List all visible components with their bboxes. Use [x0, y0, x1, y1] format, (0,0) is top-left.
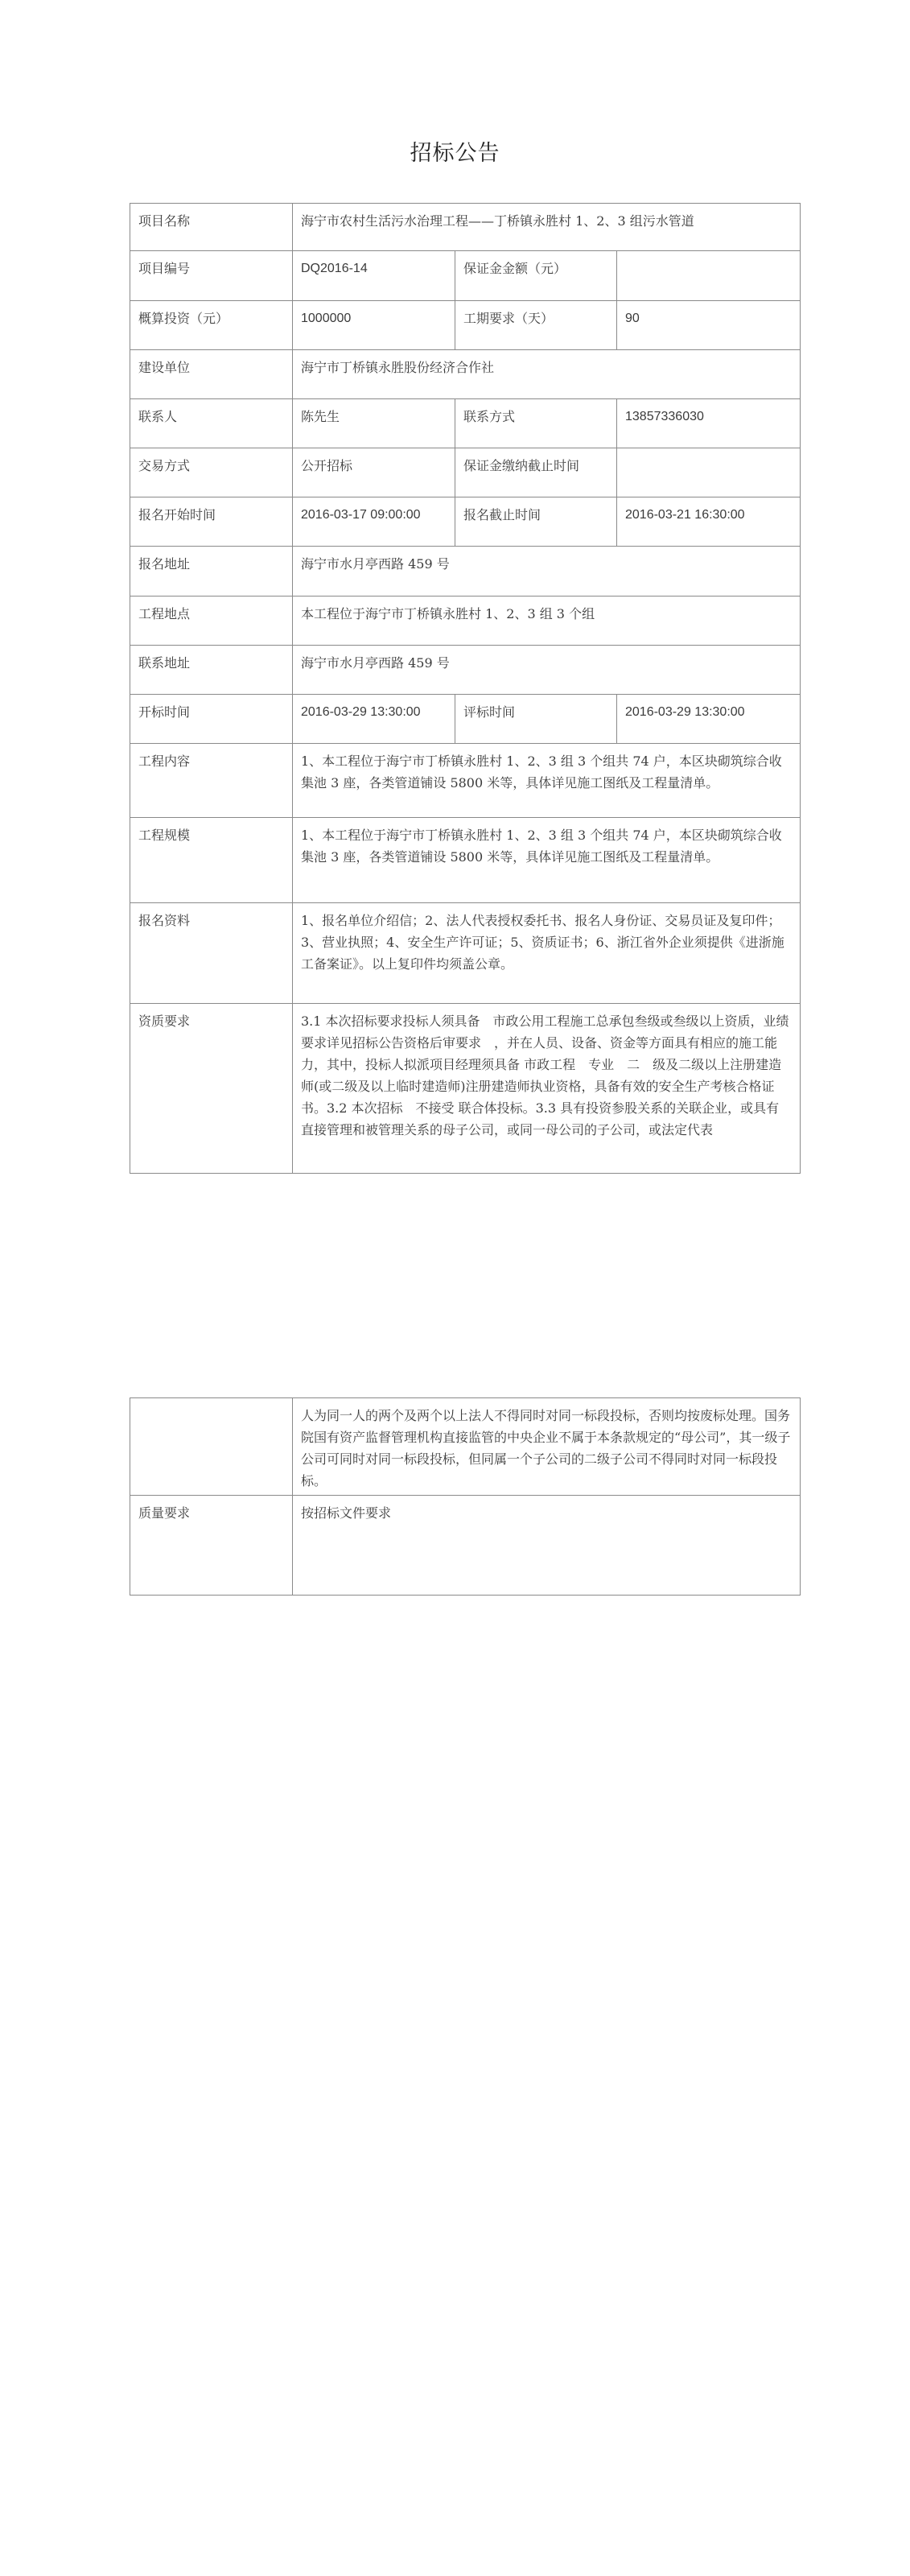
- registration-start-label: 报名开始时间: [130, 497, 293, 547]
- qualification-value: 3.1 本次招标要求投标人须具备 市政公用工程施工总承包叁级或叁级以上资质，业绩要求详见招标公告资格后审要求 ，并在人员、设备、资金等方面具有相应的施工能力，其中，投标人拟派项目经理须具备 市政工程 专业 二 级及二级以上注册建造师(或二级及以上临时建造师)注册建造师执业资格，具备有效的安全生产考核合格证书。3.2 本次招标 不接受 联合体投标。3.3 具有投资参股关系的关联企业，或具有直接管理和被管理关系的母子公司，或同一母公司的子公司，或法定代表: [293, 1004, 801, 1174]
- contact-person-value: 陈先生: [293, 399, 455, 448]
- project-site-value: 本工程位于海宁市丁桥镇永胜村 1、2、3 组 3 个组: [293, 597, 801, 646]
- qualification-continued-value: 人为同一人的两个及两个以上法人不得同时对同一标段投标，否则均按废标处理。国务院国有资产监督管理机构直接监管的中央企业不属于本条款规定的“母公司”，其一级子公司可同时对同一标段投标，但同属一个子公司的二级子公司不得同时对同一标段投标。: [293, 1398, 801, 1496]
- table-row: [130, 1398, 801, 1496]
- table-row: [130, 597, 801, 646]
- table-row: [130, 646, 801, 695]
- tender-info-table: [130, 203, 801, 1174]
- table-row: [130, 744, 801, 818]
- trade-method-label: 交易方式: [130, 448, 293, 497]
- duration-label: 工期要求（天）: [455, 301, 617, 350]
- table-row: [130, 204, 801, 251]
- table-row: [130, 251, 801, 301]
- registration-materials-label: 报名资料: [130, 903, 293, 1004]
- budget-value: 1000000: [293, 301, 455, 350]
- project-name-label: 项目名称: [130, 204, 293, 251]
- registration-materials-value: 1、报名单位介绍信；2、法人代表授权委托书、报名人身份证、交易员证及复印件；3、营业执照；4、安全生产许可证；5、资质证书；6、浙江省外企业须提供《进浙施工备案证》。以上复印件均须盖公章。: [293, 903, 801, 1004]
- project-scale-label: 工程规模: [130, 818, 293, 903]
- table-row: [130, 399, 801, 448]
- qualification-label: 资质要求: [130, 1004, 293, 1174]
- duration-value: 90: [617, 301, 801, 350]
- registration-end-value: 2016-03-21 16:30:00: [617, 497, 801, 547]
- bid-opening-label: 开标时间: [130, 695, 293, 744]
- bid-evaluation-label: 评标时间: [455, 695, 617, 744]
- deposit-deadline-label: 保证金缴纳截止时间: [455, 448, 617, 497]
- contact-address-label: 联系地址: [130, 646, 293, 695]
- contact-address-value: 海宁市水月亭西路 459 号: [293, 646, 801, 695]
- bid-evaluation-value: 2016-03-29 13:30:00: [617, 695, 801, 744]
- project-no-label: 项目编号: [130, 251, 293, 301]
- contact-person-label: 联系人: [130, 399, 293, 448]
- deposit-deadline-value: [617, 448, 801, 497]
- project-no-value: DQ2016-14: [293, 251, 455, 301]
- table-row: [130, 301, 801, 350]
- registration-start-value: 2016-03-17 09:00:00: [293, 497, 455, 547]
- deposit-amount-value: [617, 251, 801, 301]
- bid-opening-value: 2016-03-29 13:30:00: [293, 695, 455, 744]
- table-row: [130, 547, 801, 597]
- quality-requirement-label: 质量要求: [130, 1496, 293, 1596]
- builder-label: 建设单位: [130, 350, 293, 399]
- table-row: [130, 903, 801, 1004]
- qualification-continued-label: [130, 1398, 293, 1496]
- table-row: [130, 497, 801, 547]
- project-name-value: 海宁市农村生活污水治理工程——丁桥镇永胜村 1、2、3 组污水管道: [293, 204, 801, 251]
- trade-method-value: 公开招标: [293, 448, 455, 497]
- registration-end-label: 报名截止时间: [455, 497, 617, 547]
- table-row: [130, 448, 801, 497]
- project-content-value: 1、本工程位于海宁市丁桥镇永胜村 1、2、3 组 3 个组共 74 户，本区块砌筑综合收集池 3 座，各类管道铺设 5800 米等，具体详见施工图纸及工程量清单。: [293, 744, 801, 818]
- table-row: [130, 695, 801, 744]
- registration-place-label: 报名地址: [130, 547, 293, 597]
- project-scale-value: 1、本工程位于海宁市丁桥镇永胜村 1、2、3 组 3 个组共 74 户，本区块砌筑综合收集池 3 座，各类管道铺设 5800 米等，具体详见施工图纸及工程量清单。: [293, 818, 801, 903]
- budget-label: 概算投资（元）: [130, 301, 293, 350]
- table-row: [130, 1496, 801, 1596]
- tender-info-table-continued: [130, 1397, 801, 1596]
- registration-place-value: 海宁市水月亭西路 459 号: [293, 547, 801, 597]
- table-row: [130, 1004, 801, 1174]
- project-site-label: 工程地点: [130, 597, 293, 646]
- page-title: 招标公告: [410, 141, 500, 166]
- quality-requirement-value: 按招标文件要求: [293, 1496, 801, 1596]
- deposit-amount-label: 保证金金额（元）: [455, 251, 617, 301]
- table-row: [130, 350, 801, 399]
- table-row: [130, 818, 801, 903]
- project-content-label: 工程内容: [130, 744, 293, 818]
- builder-value: 海宁市丁桥镇永胜股份经济合作社: [293, 350, 801, 399]
- contact-phone-value: 13857336030: [617, 399, 801, 448]
- contact-phone-label: 联系方式: [455, 399, 617, 448]
